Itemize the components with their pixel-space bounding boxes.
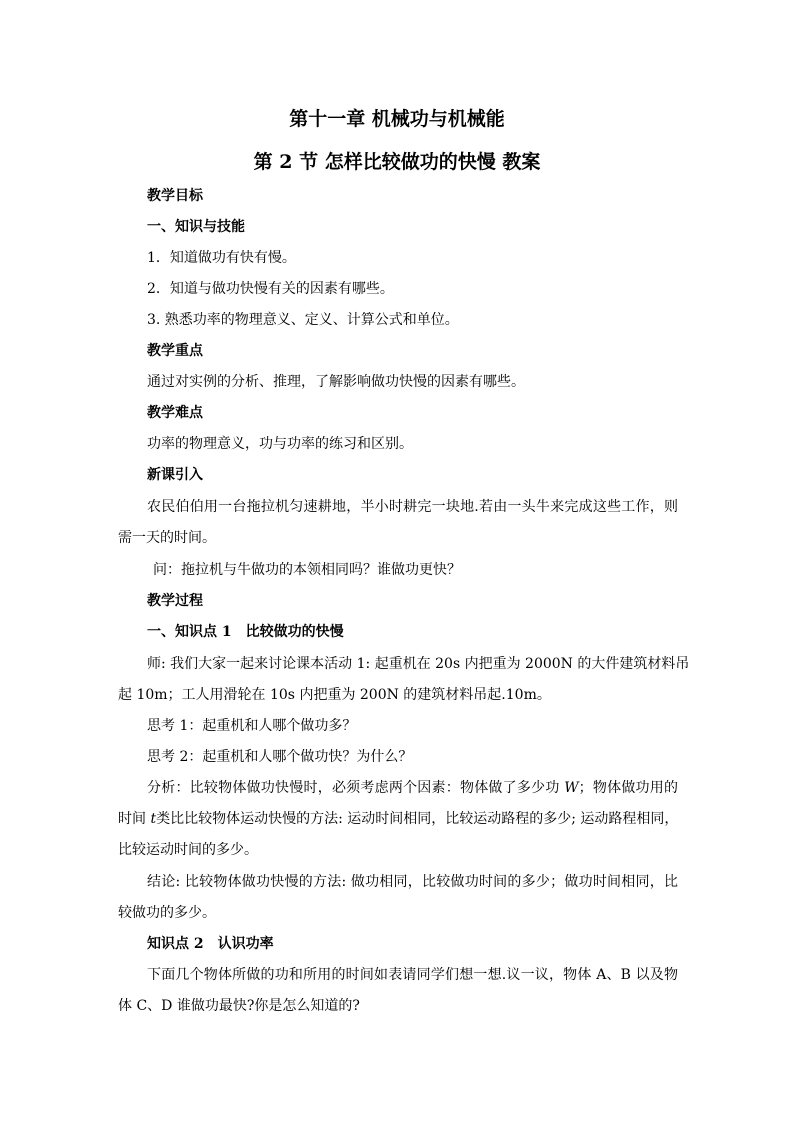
point2-line-2: 体 C、D 谁做功最快?你是怎么知道的? <box>118 998 360 1014</box>
conclusion-line-1: 结论: 比较物体做功快慢的方法: 做功相同，比较做功时间的多少；做功时间相同，比 <box>147 874 678 890</box>
analysis-line-1: 分析：比较物体做功快慢时，必须考虑两个因素：物体做了多少功 W；物体做功用的 <box>147 780 678 796</box>
time-variable: t <box>150 811 157 827</box>
think-1: 思考 1：起重机和人哪个做功多？ <box>147 718 357 734</box>
objectives-heading: 教学目标 <box>147 188 203 204</box>
objective-item-1: 1．知道做功有快有慢。 <box>147 250 296 266</box>
objective-item-2: 2．知道与做功快慢有关的因素有哪些。 <box>147 281 394 297</box>
difficulty-heading: 教学难点 <box>147 405 203 421</box>
chapter-title: 第十一章 机械功与机械能 <box>289 108 505 130</box>
teacher-line-1: 师: 我们大家一起来讨论课本活动 1: 起重机在 20s 内把重为 2000N 的大件建筑材料吊 <box>147 656 690 672</box>
point1-heading: 一、知识点 1 比较做功的快慢 <box>147 624 344 640</box>
think-2: 思考 2：起重机和人哪个做功快？为什么？ <box>147 749 413 765</box>
key-heading: 教学重点 <box>147 343 203 359</box>
difficulty-text: 功率的物理意义，功与功率的练习和区别。 <box>147 436 413 452</box>
point2-heading: 知识点 2 认识功率 <box>147 936 274 952</box>
section-title: 第 2 节 怎样比较做功的快慢 教案 <box>253 151 541 173</box>
point2-line-1: 下面几个物体所做的功和所用的时间如表请同学们想一想.议一议，物体 A、B 以及物 <box>147 967 678 983</box>
intro-line-1: 农民伯伯用一台拖拉机匀速耕地，半小时耕完一块地.若由一头牛来完成这些工作，则 <box>147 499 678 515</box>
intro-question: 问：拖拉机与牛做功的本领相同吗？谁做功更快？ <box>153 562 461 578</box>
process-heading: 教学过程 <box>147 593 203 609</box>
analysis-line-3: 比较运动时间的多少。 <box>118 842 258 858</box>
knowledge-heading: 一、知识与技能 <box>147 219 245 235</box>
teacher-line-2: 起 10m；工人用滑轮在 10s 内把重为 200N 的建筑材料吊起.10m。 <box>118 687 551 703</box>
conclusion-line-2: 较做功的多少。 <box>118 905 216 921</box>
intro-heading: 新课引入 <box>147 467 203 483</box>
key-text: 通过对实例的分析、推理，了解影响做功快慢的因素有哪些。 <box>147 374 525 390</box>
intro-line-2: 需一天的时间。 <box>118 530 216 546</box>
objective-item-3: 3. 熟悉功率的物理意义、定义、计算公式和单位。 <box>147 312 459 328</box>
analysis-line-2: 时间 t类比比较物体运动快慢的方法: 运动时间相同，比较运动路程的多少; 运动路程相同， <box>118 811 679 827</box>
work-variable: W <box>564 780 579 796</box>
